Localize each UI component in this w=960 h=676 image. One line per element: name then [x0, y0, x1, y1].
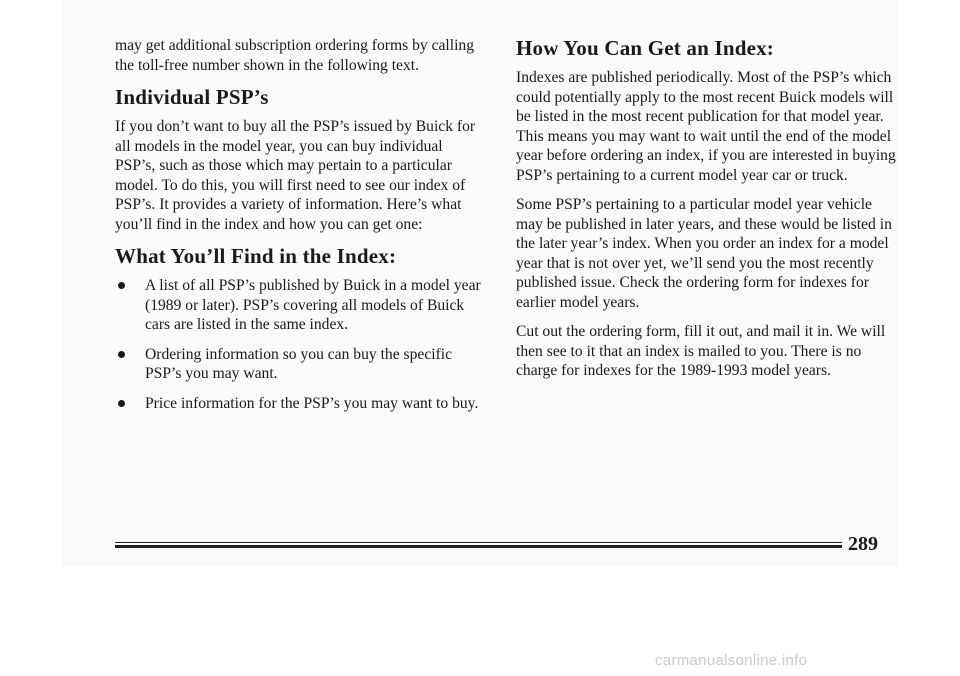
list-item — [115, 345, 485, 384]
bullet-icon — [118, 282, 125, 289]
heading-whats-in-index: What You’ll Find in the Index: — [115, 244, 397, 268]
paragraph: Indexes are published periodically. Most of the PSP’s which could potentially apply to the most recent Buick models will be listed in the most recent publication for that model year. This means you may want to wait until the end of the model year before ordering an index, if you are interested in buying PSP’s pertaining to a current model year car or truck. — [516, 69, 896, 184]
paragraph: Cut out the ordering form, fill it out, and mail it in. We will then see to it that an index is mailed to you. There is no charge for indexes for the 1989-1993 model years. — [516, 323, 886, 379]
footer-rule-thick — [115, 545, 842, 548]
list-item-text: Ordering information so you can buy the specific PSP’s you may want. — [145, 345, 453, 382]
paragraph: Some PSP’s pertaining to a particular model year vehicle may be published in later years, and these would be listed in the later year’s index. When you order an index for a model year that is not over yet, we’ll send you the most recently published issue. Check the ordering form for indexes for earlier model years. — [516, 196, 892, 311]
site-watermark: carmanualsonline.info — [655, 652, 808, 669]
list-item-text: Price information for the PSP’s you may want to buy. — [145, 394, 479, 412]
individual-psps-paragraph: If you don’t want to buy all the PSP’s issued by Buick for all models in the model year, you can buy individual PSP’s, such as those which may pertain to a particular model. To do this, you will first need to see our index of PSP’s. It provides a variety of information. Here’s what you’ll find in the index and how you can get one: — [115, 118, 476, 233]
heading-individual-psps: Individual PSP’s — [115, 85, 269, 109]
index-contents-list — [115, 276, 485, 413]
list-item — [115, 276, 485, 335]
left-column — [115, 36, 485, 423]
list-item — [115, 394, 485, 414]
intro-paragraph: may get additional subscription ordering forms by calling the toll-free number shown in the following text. — [115, 37, 475, 74]
bullet-icon — [118, 351, 125, 358]
footer-rule-thin — [115, 542, 842, 543]
list-item-text: A list of all PSP’s published by Buick in a model year (1989 or later). PSP’s covering all models of Buick cars are listed in the same index. — [145, 277, 481, 333]
page-number: 289 — [848, 533, 878, 555]
right-column — [516, 36, 896, 391]
heading-how-to-get-index: How You Can Get an Index: — [516, 36, 775, 60]
bullet-icon — [118, 400, 125, 407]
